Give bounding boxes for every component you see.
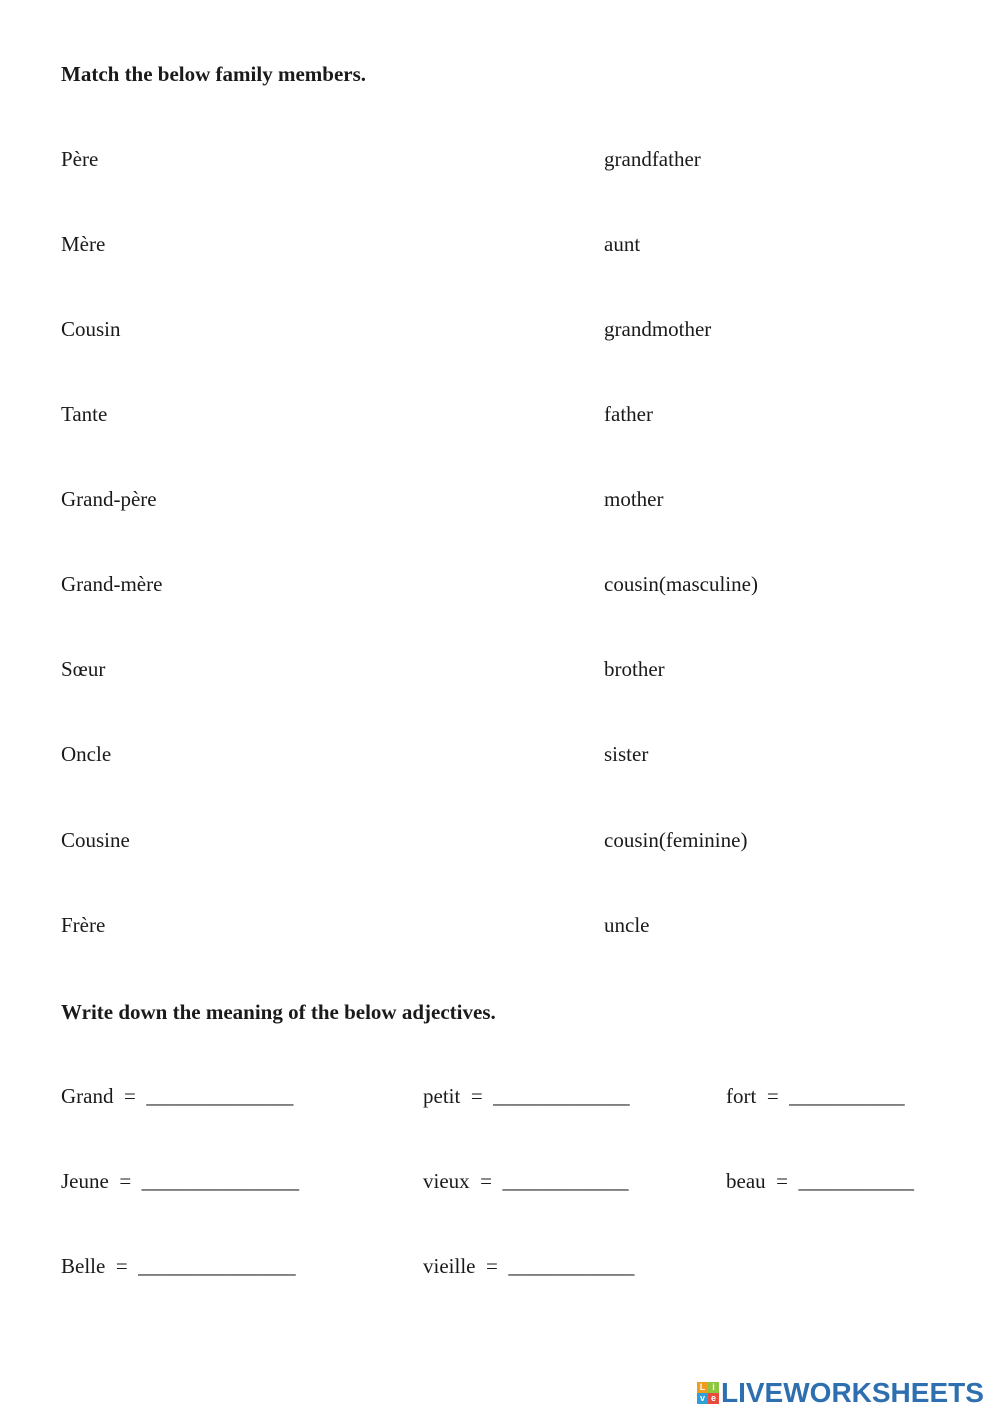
adjective-item — [61, 1084, 293, 1109]
logo-tile: v — [697, 1393, 708, 1404]
adjective-label: vieille = — [423, 1254, 509, 1278]
right-word: father — [604, 402, 653, 426]
liveworksheets-wordmark: LIVEWORKSHEETS — [721, 1377, 984, 1408]
liveworksheets-icon — [697, 1382, 719, 1404]
right-word: cousin(masculine) — [604, 572, 758, 596]
adjective-item — [423, 1169, 629, 1194]
adjective-label: fort = — [726, 1084, 790, 1108]
left-word: Cousine — [61, 828, 130, 852]
answer-blank[interactable]: _______________ — [141, 1169, 300, 1193]
left-word: Grand-père — [61, 487, 157, 511]
left-word: Grand-mère — [61, 572, 163, 596]
adjective-item — [726, 1084, 905, 1109]
answer-blank[interactable]: ___________ — [798, 1169, 914, 1193]
adjective-item — [423, 1084, 630, 1109]
left-word: Mère — [61, 232, 106, 256]
answer-blank[interactable]: ____________ — [508, 1254, 635, 1278]
adjective-label: petit = — [423, 1084, 494, 1108]
section1-heading: Match the below family members. — [61, 62, 367, 86]
adjective-label: beau = — [726, 1169, 799, 1193]
right-word: grandmother — [604, 317, 712, 341]
answer-blank[interactable]: _____________ — [493, 1084, 630, 1108]
adjective-label: vieux = — [423, 1169, 503, 1193]
answer-blank[interactable]: ___________ — [789, 1084, 905, 1108]
left-word: Tante — [61, 402, 108, 426]
adjective-item — [726, 1169, 914, 1194]
answer-blank[interactable]: _______________ — [138, 1254, 296, 1278]
right-word: cousin(feminine) — [604, 828, 748, 852]
adjective-item — [61, 1169, 299, 1194]
answer-blank[interactable]: ____________ — [502, 1169, 629, 1193]
adjective-label: Belle = — [61, 1254, 139, 1278]
right-word: aunt — [604, 232, 641, 256]
right-word: grandfather — [604, 147, 701, 171]
left-word: Oncle — [61, 742, 112, 766]
left-word: Cousin — [61, 317, 121, 341]
right-word: sister — [604, 742, 649, 766]
logo-tile: L — [697, 1382, 708, 1393]
right-word: uncle — [604, 913, 650, 937]
answer-blank[interactable]: ______________ — [146, 1084, 294, 1108]
adjective-label: Jeune = — [61, 1169, 142, 1193]
left-word: Frère — [61, 913, 106, 937]
logo-tile: i — [708, 1382, 719, 1393]
adjective-item — [423, 1254, 634, 1279]
section2-heading: Write down the meaning of the below adjectives. — [61, 1000, 496, 1024]
adjective-label: Grand = — [61, 1084, 147, 1108]
adjective-item — [61, 1254, 296, 1279]
right-word: brother — [604, 657, 665, 681]
right-word: mother — [604, 487, 664, 511]
left-word: Sœur — [61, 657, 106, 681]
logo-tile: e — [708, 1393, 719, 1404]
liveworksheets-logo[interactable] — [697, 1378, 984, 1408]
left-word: Père — [61, 147, 99, 171]
